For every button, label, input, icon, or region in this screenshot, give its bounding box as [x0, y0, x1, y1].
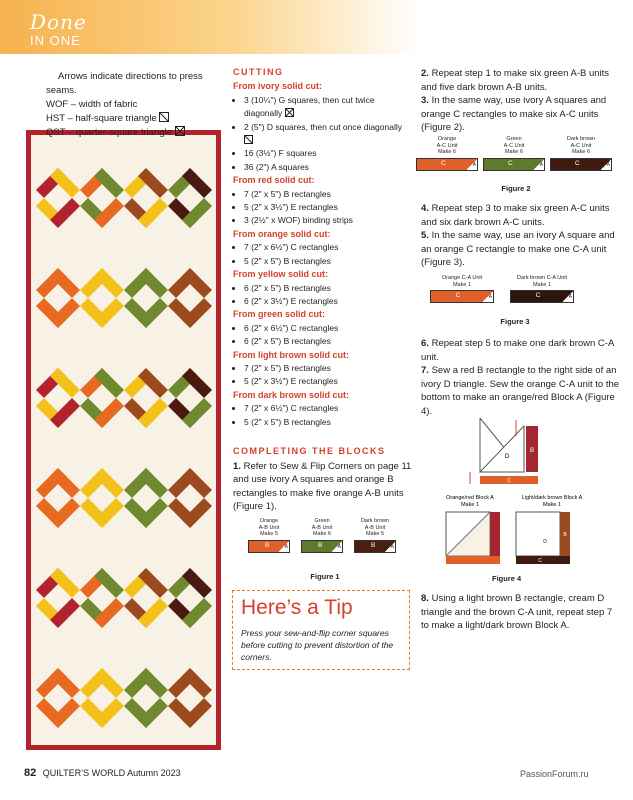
block-a-right [516, 512, 560, 556]
unit-bar [248, 540, 290, 553]
unit-letter: C [575, 159, 580, 167]
figure-4-caption: Figure 4 [492, 574, 522, 583]
figure-unit [510, 275, 574, 303]
figure-1 [240, 518, 410, 581]
fig4-left-label: Orange/red Block A [446, 495, 494, 501]
fig4-right-label: Light/dark brown Block A [521, 495, 583, 501]
figure-3 [430, 275, 600, 326]
unit-a: A [568, 294, 572, 300]
unit-letter: B [318, 541, 323, 549]
unit-letter: C [535, 292, 541, 299]
figure-2 [416, 136, 616, 193]
tip-title: Here’s a Tip [241, 596, 353, 619]
figure-unit [354, 518, 396, 553]
cutting-list [233, 241, 413, 268]
step-1: 1. Refer to Sew & Flip Corners on page 11 and use ivory A squares and orange B rectangles to make five orange A-B units (Figure 1). [233, 460, 412, 512]
issue: Autumn 2023 [127, 768, 181, 778]
unit-a: A [488, 294, 492, 300]
figure-unit [550, 136, 612, 171]
tip-text: Press your sew-and-flip corner squares before cutting to prevent distortion of the corners. [241, 628, 394, 662]
cutting-item: • 5 (2" x 5") B rectangles [244, 255, 413, 268]
svg-text:C: C [538, 558, 542, 564]
footer [24, 767, 181, 779]
unit-label: Dark brown A-C Unit Make 6 [566, 136, 596, 155]
unit-a: A [390, 543, 394, 550]
d-label: D [504, 454, 510, 460]
cutting-groups [233, 80, 413, 429]
cutting-item: • 36 (2") A squares [244, 161, 413, 174]
qst-icon [175, 126, 185, 136]
step-5: 5. In the same way, use an ivory A square and an orange C rectangle to make one C-A unit (Figure 3). [421, 230, 615, 268]
cutting-item: • 6 (2" x 6½") C rectangles [244, 322, 413, 335]
completing-heading: COMPLETING THE BLOCKS [233, 446, 386, 456]
brand-subtitle: IN ONE [30, 33, 81, 48]
b-label: B [529, 448, 535, 454]
unit-a: A [472, 161, 476, 168]
figure-2-caption: Figure 2 [501, 184, 531, 193]
cutting-group-heading: From light brown solid cut: [233, 349, 349, 360]
legend-hst: HST – half-square triangle [46, 112, 226, 126]
unit-label: Orange A-C Unit Make 6 [436, 136, 458, 155]
unit-bar [483, 158, 545, 171]
cutting-list [233, 94, 413, 174]
cutting-item: • 6 (2" x 5") B rectangles [244, 282, 413, 295]
unit-a: A [539, 161, 543, 168]
cutting-group-heading: From orange solid cut: [233, 228, 331, 239]
legend-wof: WOF – width of fabric [46, 99, 138, 110]
brand-title: Done [30, 10, 87, 34]
step-4: 4. Repeat step 3 to make six green A-C units and six dark brown A-C units. [421, 203, 610, 228]
unit-bar [550, 158, 612, 171]
completing-section [233, 445, 413, 514]
unit-bar [510, 290, 574, 303]
step-7: 7. Sew a red B rectangle to the right side of an ivory D triangle. Sew the orange C-A unit to the bottom to make an orange/red Block A (Figure 4). [421, 365, 620, 417]
cutting-group-heading: From red solid cut: [233, 175, 315, 186]
step-3: 3. In the same way, use ivory A squares and orange C rectangles to make six A-C units (Figure 2). [421, 95, 607, 133]
step-2: 2. Repeat step 1 to make six green A-B units and five dark brown A-B units. [421, 68, 610, 93]
unit-a: A [337, 543, 341, 550]
quilt-runner-image [26, 130, 221, 750]
unit-bar [354, 540, 396, 553]
cutting-item: • 3 (10¼") G squares, then cut twice diagonally [244, 94, 413, 121]
cutting-group-heading: From ivory solid cut: [233, 81, 323, 92]
c-label: C [507, 478, 511, 484]
cutting-item: • 6 (2" x 3½") E rectangles [244, 295, 413, 308]
step-6: 6. Repeat step 5 to make one dark brown C-A unit. [421, 338, 614, 363]
figure-unit [301, 518, 343, 553]
cutting-list [233, 282, 413, 309]
unit-letter: B [371, 541, 376, 549]
unit-a: A [606, 161, 610, 168]
unit-bar [301, 540, 343, 553]
unit-letter: C [508, 159, 513, 167]
cutting-item: • 7 (2" x 6½") C rectangles [244, 241, 413, 254]
magazine-name: QUILTER’S WORLD [42, 768, 126, 778]
cutting-item: • 3 (2½" x WOF) binding strips [244, 214, 413, 227]
watermark: PassionForum.ru [520, 769, 589, 779]
figure-unit [416, 136, 478, 171]
figure-unit [430, 275, 494, 303]
steps-column-2 [421, 202, 621, 270]
unit-bar [430, 290, 494, 303]
unit-bar [416, 158, 478, 171]
cutting-item: • 2 (5") D squares, then cut once diagonally [244, 121, 413, 148]
cutting-list [233, 322, 413, 349]
cutting-section [233, 66, 413, 429]
cutting-heading: CUTTING [233, 67, 284, 77]
svg-text:D: D [543, 539, 547, 545]
unit-label: Green A-C Unit Make 6 [503, 136, 525, 155]
unit-label: Dark brown A-B Unit Make 5 [360, 518, 390, 537]
unit-label: Orange A-B Unit Make 5 [258, 518, 280, 537]
hst-icon [244, 135, 253, 144]
legend-qst: QST – quarter-square triangle [46, 126, 226, 140]
steps-column-3 [421, 337, 621, 418]
figure-unit [248, 518, 290, 553]
cutting-list [233, 188, 413, 228]
cutting-item: • 16 (3½") F squares [244, 147, 413, 160]
cutting-item: • 5 (2" x 3½") E rectangles [244, 201, 413, 214]
cutting-item: • 5 (2" x 5") B rectangles [244, 416, 413, 429]
page-number: 82 [24, 767, 37, 779]
cutting-list [233, 362, 413, 389]
hst-icon [159, 112, 169, 122]
cutting-item: • 5 (2" x 3½") E rectangles [244, 375, 413, 388]
figure-4 [440, 418, 620, 578]
unit-letter: B [265, 541, 270, 549]
figure-1-caption: Figure 1 [310, 572, 340, 581]
legend [46, 70, 226, 140]
figure-3-caption: Figure 3 [500, 317, 530, 326]
cutting-list [233, 402, 413, 429]
step-8: 8. Using a light brown B rectangle, cream D triangle and the brown C-A unit, repeat step 7 to make a light/dark brown Block A. [421, 593, 613, 631]
cutting-item: • 7 (2" x 5") B rectangles [244, 362, 413, 375]
svg-text:B: B [563, 532, 567, 538]
unit-label: Dark brown C-A Unit Make 1 [516, 275, 568, 288]
unit-letter: C [455, 292, 461, 299]
legend-arrows: Arrows indicate directions to press seams. [46, 71, 203, 96]
cutting-item: • 7 (2" x 5") B rectangles [244, 188, 413, 201]
cutting-group-heading: From yellow solid cut: [233, 269, 329, 280]
unit-label: Orange C-A Unit Make 1 [441, 275, 483, 288]
unit-letter: C [441, 159, 446, 167]
unit-a: A [284, 543, 288, 550]
unit-label: Green A-B Unit Make 6 [311, 518, 333, 537]
qst-icon [285, 108, 294, 117]
cutting-item: • 6 (2" x 5") B rectangles [244, 335, 413, 348]
fig4-left-make: Make 1 [460, 502, 480, 508]
figure-unit [483, 136, 545, 171]
d-triangle [480, 426, 524, 472]
fig4-right-make: Make 1 [542, 502, 562, 508]
cutting-group-heading: From green solid cut: [233, 309, 326, 320]
steps-column [421, 67, 621, 135]
cutting-item: • 7 (2" x 6½") C rectangles [244, 402, 413, 415]
cutting-group-heading: From dark brown solid cut: [233, 389, 350, 400]
